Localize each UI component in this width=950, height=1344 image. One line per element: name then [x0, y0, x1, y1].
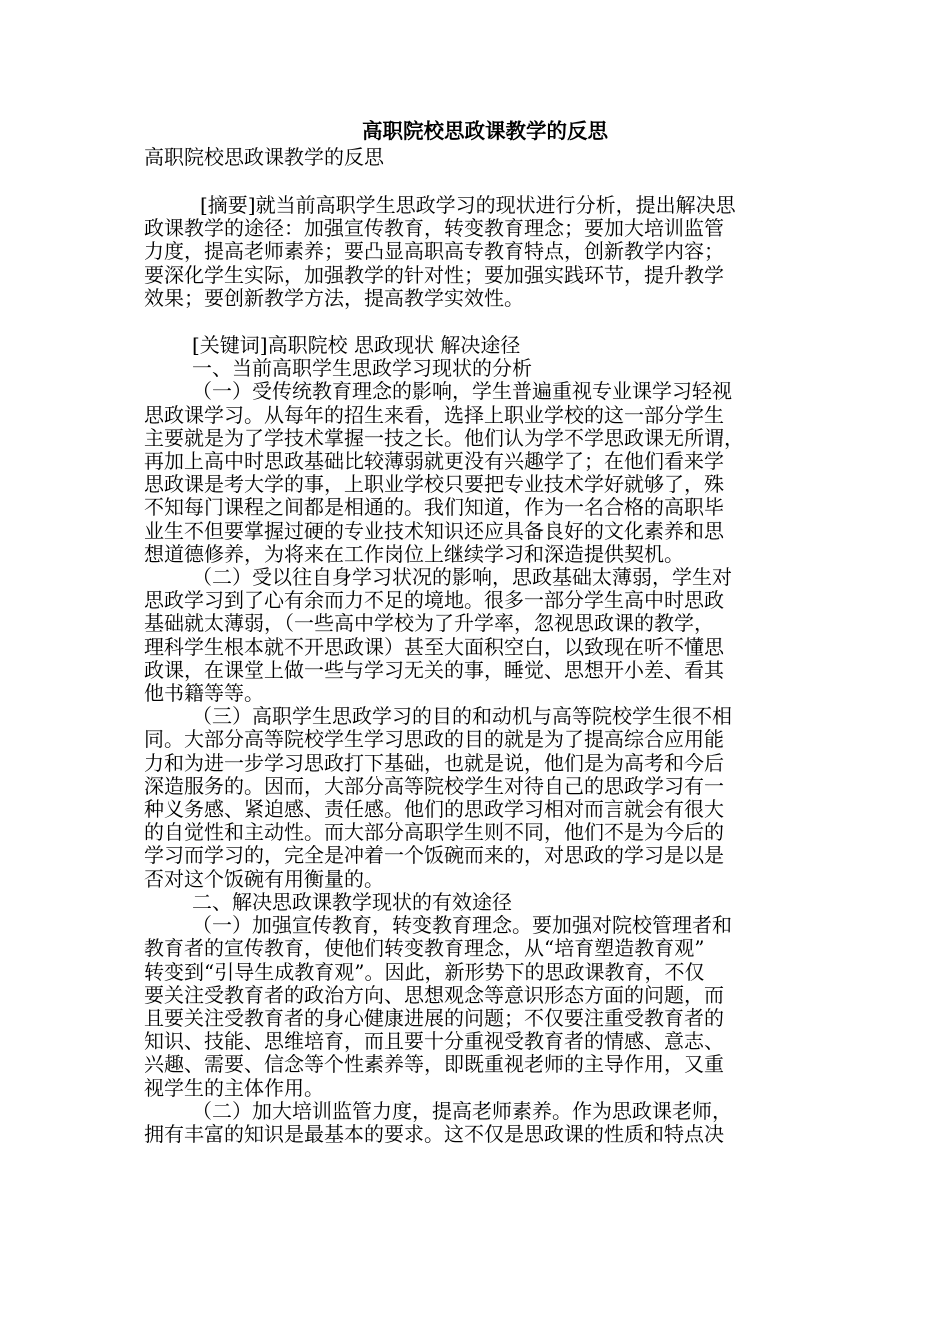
paragraph-2 [144, 566, 814, 705]
spacer [144, 170, 814, 194]
paragraph-line: 教育者的宣传教育，使他们转变教育理念，从“培育塑造教育观” [144, 936, 705, 961]
paragraph-4 [144, 914, 814, 1100]
paragraph-line: 同。大部分高等院校学生学习思政的目的就是为了提高综合应用能 [144, 727, 724, 752]
paragraph-line: 力和为进一步学习思政打下基础，也就是说，他们是为高考和今后 [144, 750, 724, 775]
paragraph-line: 基础就太薄弱，（一些高中学校为了升学率，忽视思政课的教学， [144, 611, 714, 636]
paragraph-line: 兴趣、需要、信念等个性素养等，即既重视老师的主导作用，又重 [144, 1052, 724, 1077]
document-title: 高职院校思政课教学的反思 [362, 119, 608, 143]
paragraph-5 [144, 1100, 814, 1146]
abstract-line: 政课教学的途径：加强宣传教育，转变教育理念；要加大培训监管 [144, 216, 724, 241]
paragraph-line: 主要就是为了学技术掌握一技之长。他们认为学不学思政课无所谓， [144, 425, 744, 450]
paragraph-line: （二）加大培训监管力度，提高老师素养。作为思政课老师， [192, 1098, 732, 1123]
document-subtitle: 高职院校思政课教学的反思 [144, 145, 384, 169]
paragraph-line: 不知每门课程之间都是相通的。我们知道，作为一名合格的高职毕 [144, 495, 724, 520]
paragraph-line: 思政课是考大学的事，上职业学校只要把专业技术学好就够了，殊 [144, 472, 724, 497]
paragraph-line: 思政学习到了心有余而力不足的境地。很多一部分学生高中时思政 [144, 588, 724, 613]
paragraph-line: 深造服务的。因而，大部分高等院校学生对待自己的思政学习有一 [144, 773, 724, 798]
paragraph-3 [144, 705, 814, 891]
paragraph-line: 政课，在课堂上做一些与学习无关的事，睡觉、思想开小差、看其 [144, 657, 724, 682]
paragraph-line: （三）高职学生思政学习的目的和动机与高等院校学生很不相 [192, 704, 732, 729]
paragraph-line: （二）受以往自身学习状况的影响，思政基础太薄弱，学生对 [192, 565, 732, 590]
paragraph-line: 思政课学习。从每年的招生来看，选择上职业学校的这一部分学生 [144, 402, 724, 427]
paragraph-line: 理科学生根本就不开思政课）甚至大面积空白，以致现在听不懂思 [144, 634, 724, 659]
paragraph-line: 业生不但要掌握过硬的专业技术知识还应具备良好的文化素养和思 [144, 518, 724, 543]
section-heading-1: 一、当前高职学生思政学习现状的分析 [192, 356, 532, 381]
abstract-line: 力度，提高老师素养；要凸显高职高专教育特点，创新教学内容； [144, 239, 724, 264]
paragraph-line: 且要关注受教育者的身心健康进展的问题；不仅要注重受教育者的 [144, 1005, 724, 1030]
document-page [144, 118, 814, 1146]
paragraph-line: 视学生的主体作用。 [144, 1075, 324, 1100]
paragraph-line: 转变到“引导生成教育观”。因此，新形势下的思政课教育，不仅 [144, 959, 705, 984]
paragraph-line: 否对这个饭碗有用衡量的。 [144, 866, 384, 891]
paragraph-line: 知识、技能、思维培育，而且要十分重视受教育者的情感、意志、 [144, 1029, 724, 1054]
paragraph-line: 的自觉性和主动性。而大部分高职学生则不同，他们不是为今后的 [144, 820, 724, 845]
paragraph-line: 想道德修养，为将来在工作岗位上继续学习和深造提供契机。 [144, 541, 684, 566]
paragraph-line: （一）受传统教育理念的影响，学生普遍重视专业课学习轻视 [192, 379, 732, 404]
paragraph-line: 再加上高中时思政基础比较薄弱就更没有兴趣学了；在他们看来学 [144, 449, 724, 474]
paragraph-line: 他书籍等等。 [144, 681, 264, 706]
paragraph-line: 拥有丰富的知识是最基本的要求。这不仅是思政课的性质和特点决 [144, 1121, 724, 1146]
abstract [144, 194, 814, 310]
paragraph-line: 要关注受教育者的政治方向、思想观念等意识形态方面的问题，而 [144, 982, 724, 1007]
keywords: [关键词]高职院校 思政现状 解决途径 [192, 333, 521, 358]
paragraph-1 [144, 380, 814, 566]
spacer [144, 310, 814, 334]
paragraph-line: （一）加强宣传教育，转变教育理念。要加强对院校管理者和 [192, 913, 732, 938]
section-heading-2: 二、解决思政课教学现状的有效途径 [192, 889, 512, 914]
paragraph-line: 学习而学习的，完全是冲着一个饭碗而来的，对思政的学习是以是 [144, 843, 724, 868]
paragraph-line: 种义务感、紧迫感、责任感。他们的思政学习相对而言就会有很大 [144, 797, 724, 822]
abstract-line: 要深化学生实际，加强教学的针对性；要加强实践环节，提升教学 [144, 262, 724, 287]
abstract-line: [摘要]就当前高职学生思政学习的现状进行分析，提出解决思 [200, 193, 736, 217]
abstract-line: 效果；要创新教学方法，提高教学实效性。 [144, 285, 524, 310]
